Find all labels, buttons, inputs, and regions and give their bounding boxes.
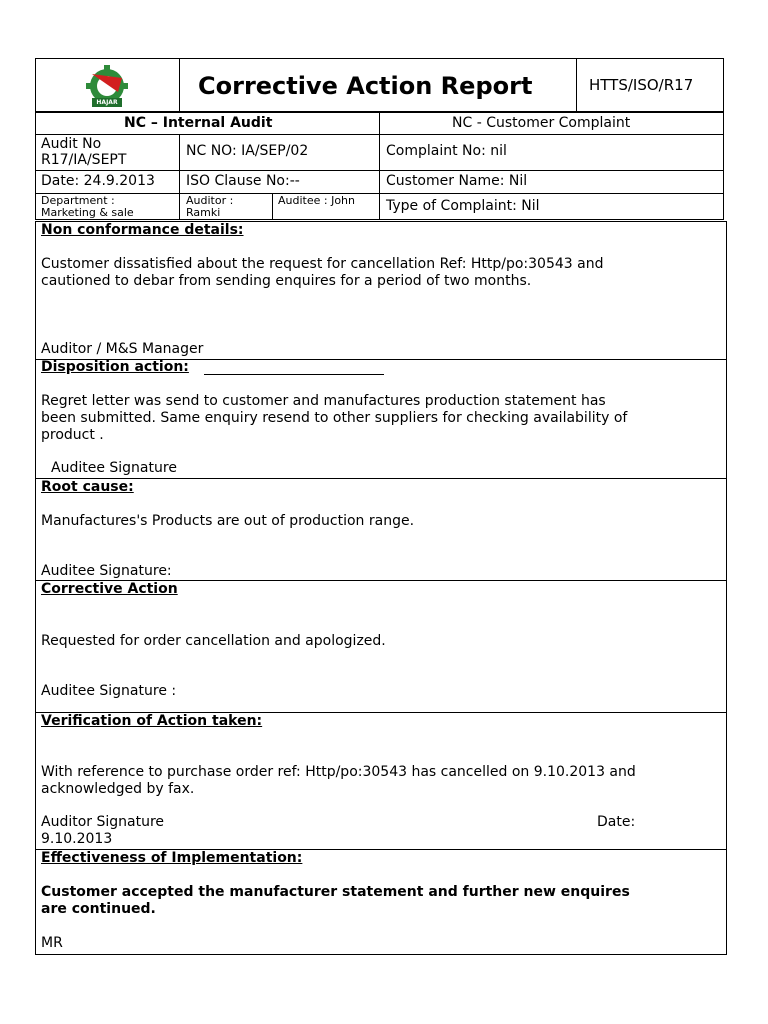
audit-no-label: Audit No [41, 136, 102, 152]
corrective-heading: Corrective Action [41, 581, 178, 597]
auditor-label: Auditor : [186, 194, 234, 207]
disposition-text-2: been submitted. Same enquiry resend to other suppliers for checking availability of [41, 410, 628, 426]
root-cause-signature: Auditee Signature: [41, 563, 172, 579]
verification-text-2: acknowledged by fax. [41, 781, 195, 797]
department-label: Department : [41, 194, 115, 207]
nc-internal-audit: NC – Internal Audit [124, 115, 273, 131]
corrective-text: Requested for order cancellation and apologized. [41, 633, 386, 649]
audit-no-value: R17/IA/SEPT [41, 152, 127, 168]
verification-date-value: 9.10.2013 [41, 831, 113, 847]
nc-no: NC NO: IA/SEP/02 [186, 143, 309, 159]
report-title: Corrective Action Report [198, 72, 533, 100]
disposition-heading: Disposition action: [41, 359, 189, 375]
corrective-signature: Auditee Signature : [41, 683, 177, 699]
complaint-type: Type of Complaint: Nil [386, 198, 540, 214]
disposition-text-1: Regret letter was send to customer and manufactures production statement has [41, 393, 606, 409]
disposition-text-3: product . [41, 427, 104, 443]
nc-customer-complaint: NC - Customer Complaint [452, 115, 631, 131]
complaint-no: Complaint No: nil [386, 143, 507, 159]
disposition-underline [204, 374, 384, 375]
nonconformance-text-1: Customer dissatisfied about the request for cancellation Ref: Http/po:30543 and [41, 256, 604, 272]
root-cause-text: Manufactures's Products are out of production range. [41, 513, 415, 529]
auditee: Auditee : John [278, 194, 355, 207]
verification-heading: Verification of Action taken: [41, 713, 263, 729]
effectiveness-text-2: are continued. [41, 901, 156, 917]
customer-name: Customer Name: Nil [386, 173, 528, 189]
logo-text: HAJAR [96, 99, 118, 106]
audit-date: Date: 24.9.2013 [41, 173, 155, 189]
company-logo [70, 62, 144, 110]
nonconformance-heading: Non conformance details: [41, 222, 244, 238]
department-value: Marketing & sale [41, 206, 134, 219]
root-cause-heading: Root cause: [41, 479, 134, 495]
iso-clause: ISO Clause No:-- [186, 173, 300, 189]
report-code: HTTS/ISO/R17 [589, 76, 694, 94]
effectiveness-signature: MR [41, 935, 63, 951]
disposition-signature: Auditee Signature [51, 460, 177, 476]
effectiveness-text-1: Customer accepted the manufacturer statement and further new enquires [41, 884, 630, 900]
verification-signature: Auditor Signature [41, 814, 165, 830]
verification-text-1: With reference to purchase order ref: Http/po:30543 has cancelled on 9.10.2013 and [41, 764, 636, 780]
auditor-value: Ramki [186, 206, 221, 219]
verification-date-label: Date: [597, 814, 636, 830]
effectiveness-heading: Effectiveness of Implementation: [41, 850, 303, 866]
nonconformance-signature: Auditor / M&S Manager [41, 341, 204, 357]
nonconformance-text-2: cautioned to debar from sending enquires for a period of two months. [41, 273, 532, 289]
